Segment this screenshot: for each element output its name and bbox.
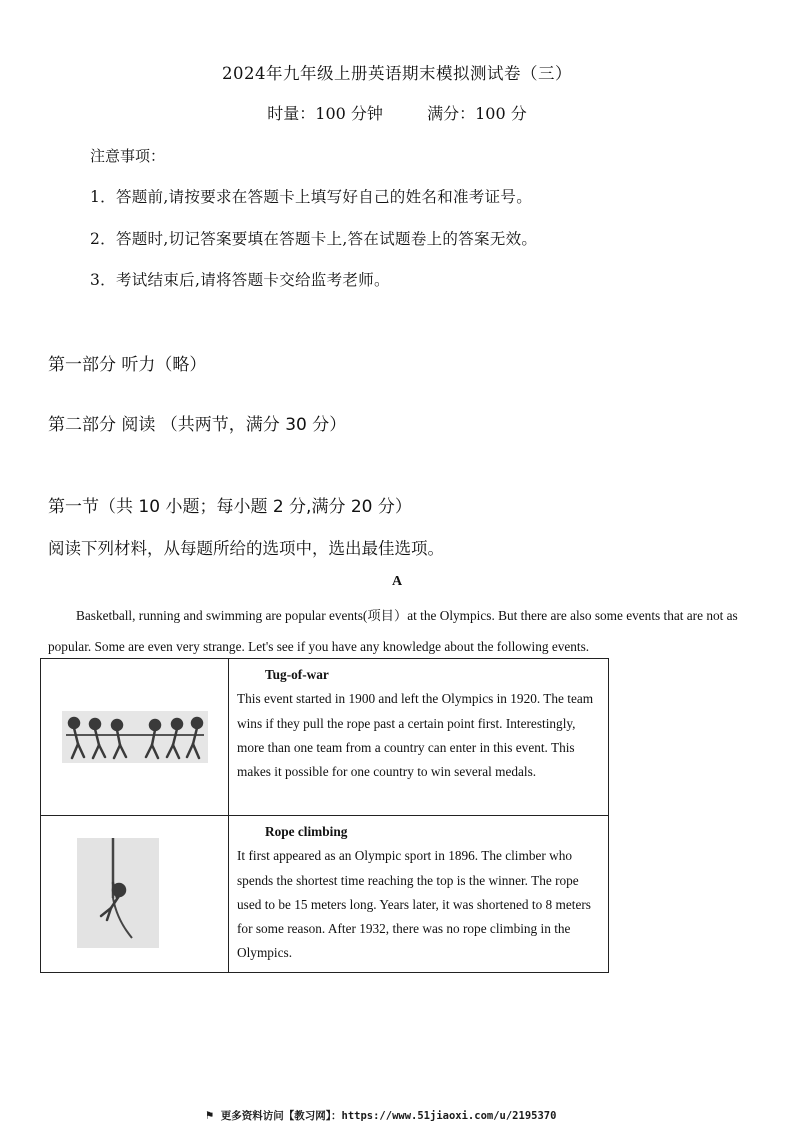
footer-text: 更多资料访问【教习网】：https://www.51jiaoxi.com/u/2195370 [220,1110,557,1122]
event-image-cell [41,816,229,973]
event-description: This event started in 1900 and left the Olympics in 1920. The team wins if they pull the rope past a certain point first. Interestingly, more than one team from a country can enter in this event. This makes it possible for one country to win several medals. [237,691,594,780]
event-title: Rope climbing [265,824,348,839]
rope-climbing-illustration [77,838,159,948]
reading-instruction: 阅读下列材料，从每题所给的选项中，选出最佳选项。 [48,539,444,558]
table-row [41,659,609,816]
event-text-cell [229,659,609,816]
events-table [40,658,609,973]
section-one-heading: 第一节（共 10 小题；每小题 2 分,满分 20 分） [48,497,412,517]
event-description: It first appeared as an Olympic sport in 1896. The climber who spends the shortest time reaching the top is the winner. The rope used to be 15 meters long. Years later, it was shortened to 8 meters for some reason. After 1932, there was no rope climbing in the Olympics. [237,848,591,961]
passage-label: A [391,574,403,589]
exam-title: 2024年九年级上册英语期末模拟测试卷（三） [222,64,572,83]
part-one-heading: 第一部分 听力（略） [48,355,207,375]
notice-item: 2．答题时,切记答案要填在答题卡上,答在试题卷上的答案无效。 [90,230,538,248]
notice-item: 1．答题前,请按要求在答题卡上填写好自己的姓名和准考证号。 [90,188,532,206]
table-row [41,816,609,973]
tug-of-war-illustration [62,711,208,763]
event-image-cell [41,659,229,816]
flag-icon: ⚑ [205,1110,215,1122]
passage-intro: Basketball, running and swimming are popular events(项目）at the Olympics. But there are also some events that are not as popular. Some are even very strange. Let's see if you have any knowledge about the following events. [48,608,738,654]
event-title: Tug-of-war [265,667,329,682]
part-two-heading: 第二部分 阅读 （共两节，满分 30 分） [48,415,347,435]
score-label: 满分：100 分 [427,104,527,123]
event-text-cell [229,816,609,973]
footer-link[interactable] [205,1108,556,1123]
exam-time-score [0,101,794,124]
notice-heading: 注意事项： [90,147,166,165]
notice-item: 3．考试结束后,请将答题卡交给监考老师。 [90,271,390,289]
time-label: 时量：100 分钟 [267,104,383,123]
